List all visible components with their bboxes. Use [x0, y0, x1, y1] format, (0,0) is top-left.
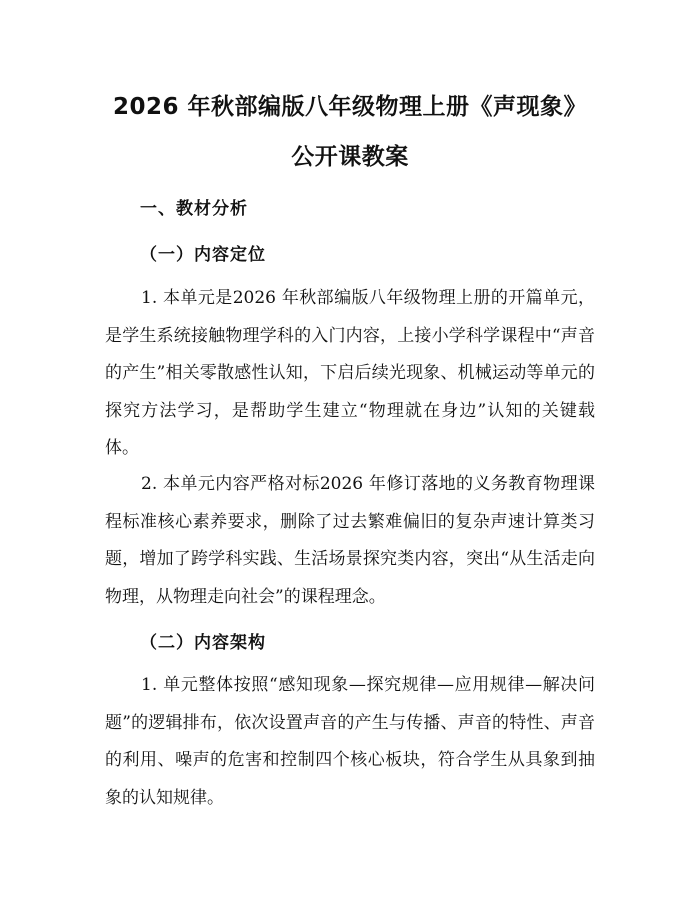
section-heading-textbook-analysis: 一、教材分析: [140, 199, 248, 219]
subsection-heading-content-positioning: （一）内容定位: [140, 245, 266, 265]
paragraph-1: 1. 本单元是2026 年秋部编版八年级物理上册的开篇单元，是学生系统接触物理学科的入门内容，上接小学科学课程中“声音的产生”相关零散感性认知，下启后续光现象、机械运动等单元的探究方法学习，是帮助学生建立“物理就在身边”认知的关键载体。: [105, 288, 595, 458]
subsection-heading-content-structure: （二）内容架构: [140, 633, 266, 653]
document-title-line2: 公开课教案: [291, 144, 409, 170]
paragraph-2: 2. 本单元内容严格对标2026 年修订落地的义务教育物理课程标准核心素养要求，删除了过去繁难偏旧的复杂声速计算类习题，增加了跨学科实践、生活场景探究类内容，突出“从生活走向物理，从物理走向社会”的课程理念。: [105, 474, 595, 607]
paragraph-3: 1. 单元整体按照“感知现象—探究规律—应用规律—解决问题”的逻辑排布，依次设置声音的产生与传播、声音的特性、声音的利用、噪声的危害和控制四个核心板块，符合学生从具象到抽象的认知规律。: [105, 675, 595, 808]
document-title-line1: 2026 年秋部编版八年级物理上册《声现象》: [112, 94, 588, 120]
